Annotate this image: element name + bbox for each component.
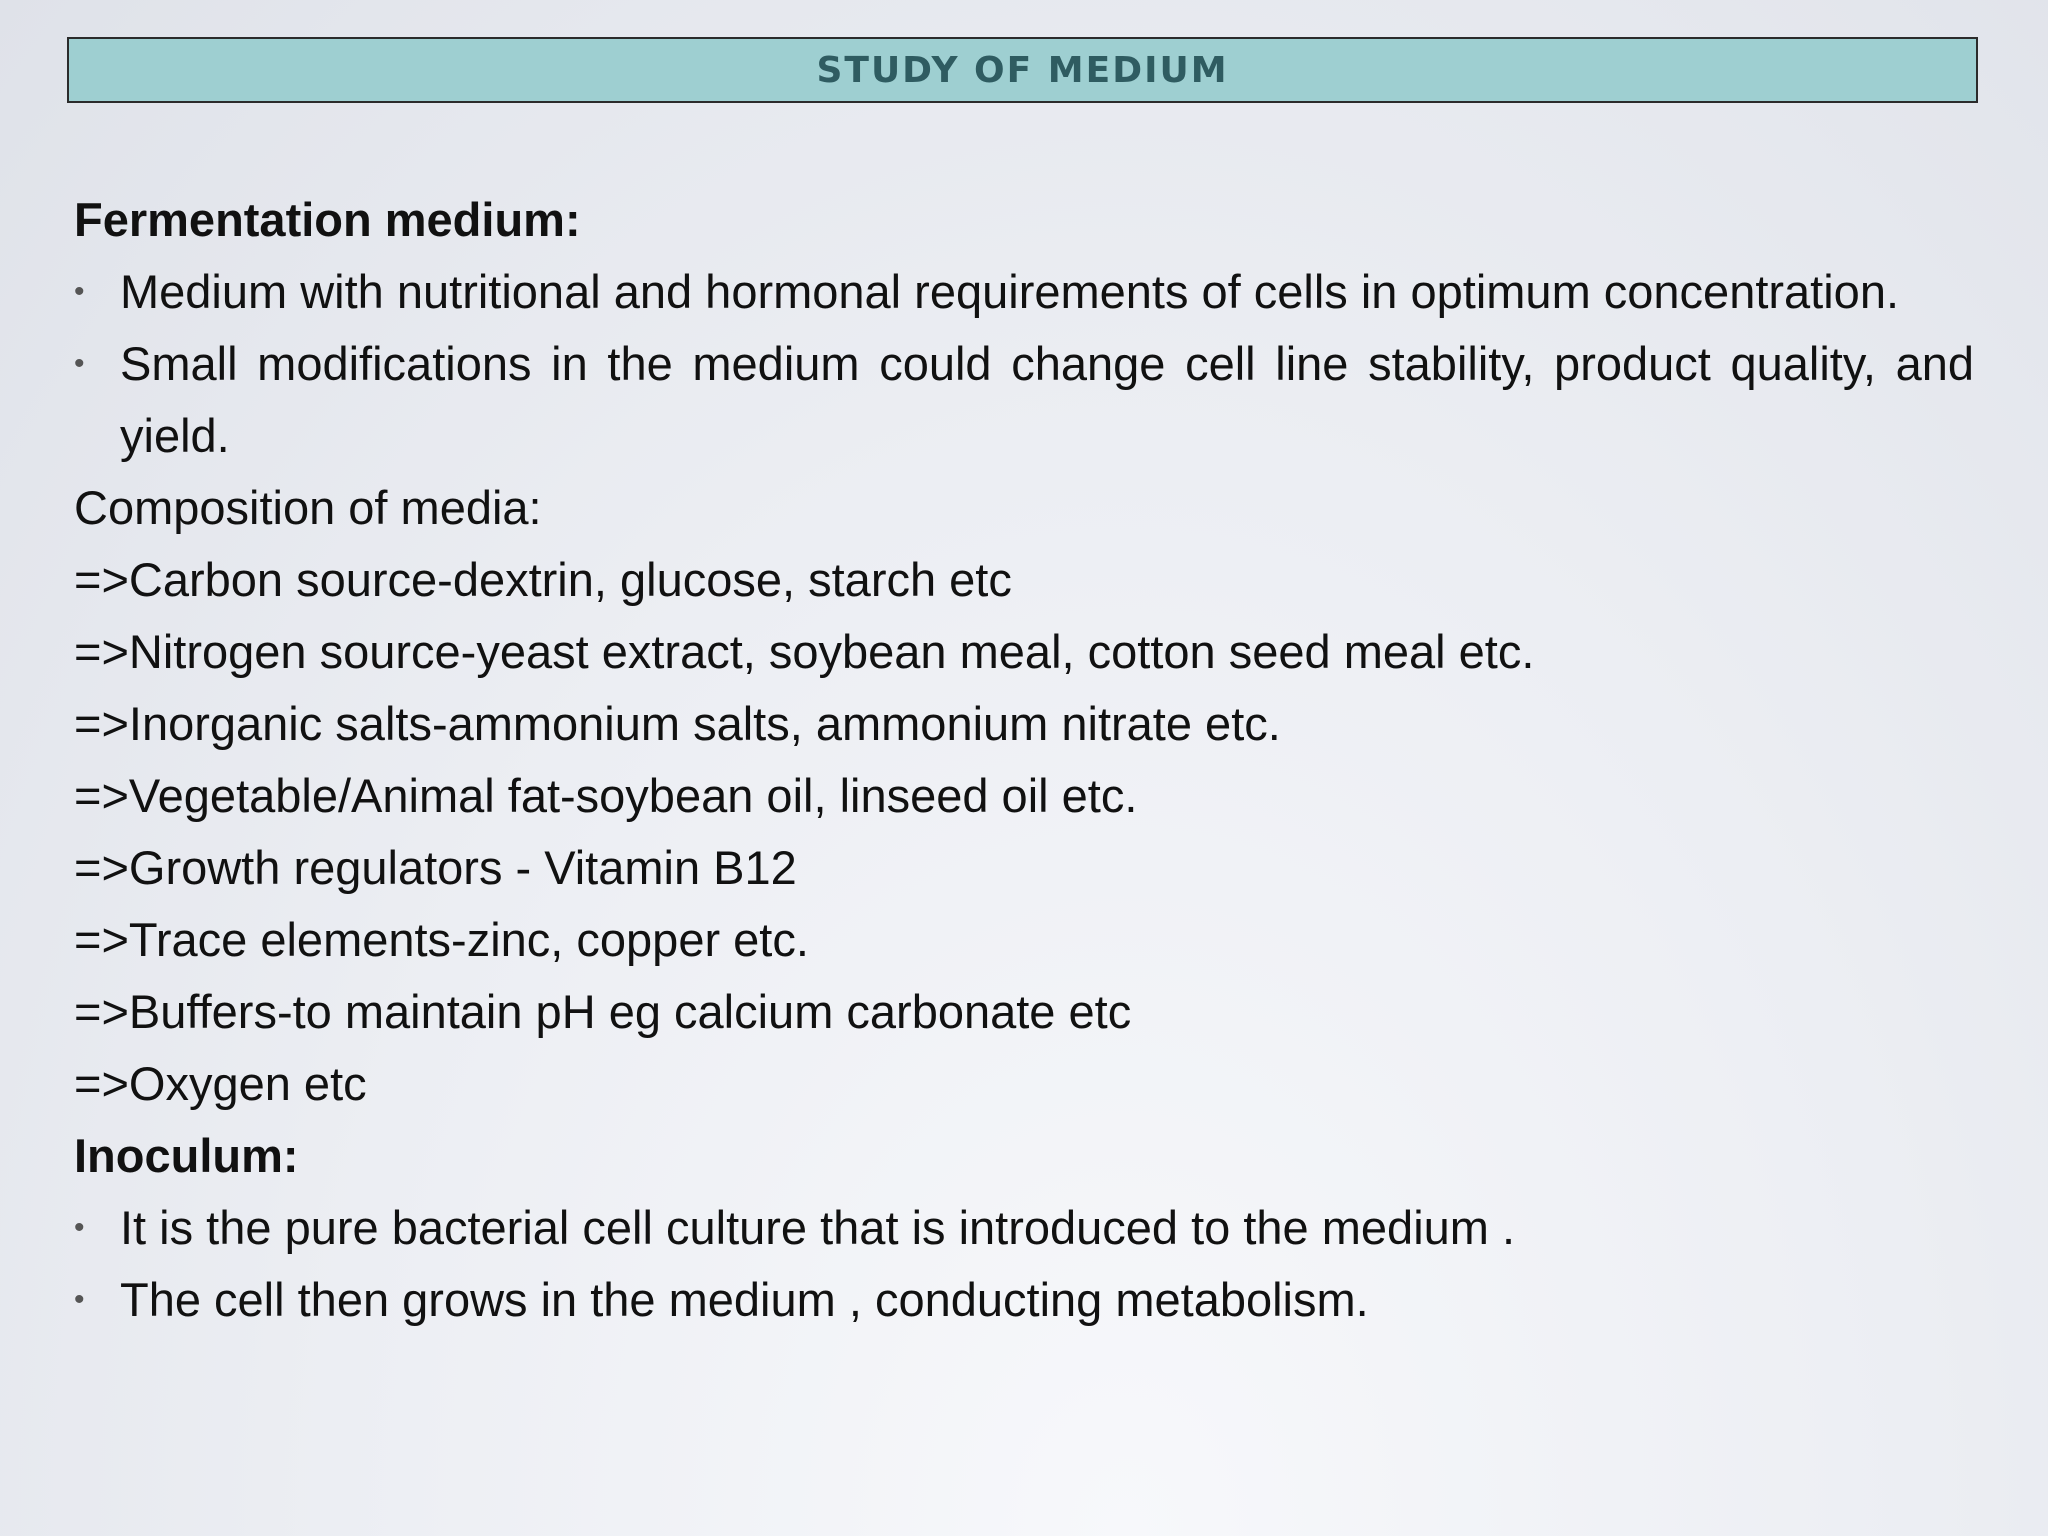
- composition-item: =>Vegetable/Animal fat-soybean oil, linseed oil etc.: [74, 769, 1138, 822]
- composition-item: =>Buffers-to maintain pH eg calcium carbonate etc: [74, 985, 1132, 1038]
- composition-item: =>Growth regulators - Vitamin B12: [74, 841, 797, 894]
- composition-item: =>Trace elements-zinc, copper etc.: [74, 913, 809, 966]
- composition-heading: Composition of media:: [74, 481, 542, 534]
- composition-item: =>Oxygen etc: [74, 1057, 367, 1110]
- composition-item: =>Nitrogen source-yeast extract, soybean meal, cotton seed meal etc.: [74, 625, 1535, 678]
- slide-title: STUDY OF MEDIUM: [816, 49, 1229, 91]
- bullet-icon: •: [74, 347, 85, 380]
- bullet-text: Small modifications in the medium could change cell line stability, product quality, and yield.: [120, 337, 1974, 462]
- bullet-item: [74, 1192, 1974, 1264]
- slide-content: [74, 184, 1974, 1336]
- bullet-item: [74, 1264, 1974, 1336]
- composition-item: =>Inorganic salts-ammonium salts, ammonium nitrate etc.: [74, 697, 1281, 750]
- composition-item: =>Carbon source-dextrin, glucose, starch etc: [74, 553, 1012, 606]
- inoculum-heading: Inoculum:: [74, 1129, 299, 1182]
- fermentation-heading: Fermentation medium:: [74, 193, 581, 246]
- title-bar: [67, 37, 1978, 103]
- bullet-item: [74, 256, 1974, 328]
- bullet-icon: •: [74, 275, 85, 308]
- bullet-text: It is the pure bacterial cell culture that is introduced to the medium .: [120, 1201, 1516, 1254]
- bullet-icon: •: [74, 1283, 85, 1316]
- bullet-item: [74, 328, 1974, 472]
- bullet-text: Medium with nutritional and hormonal requirements of cells in optimum concentration.: [120, 265, 1900, 318]
- bullet-icon: •: [74, 1211, 85, 1244]
- bullet-text: The cell then grows in the medium , conducting metabolism.: [120, 1273, 1369, 1326]
